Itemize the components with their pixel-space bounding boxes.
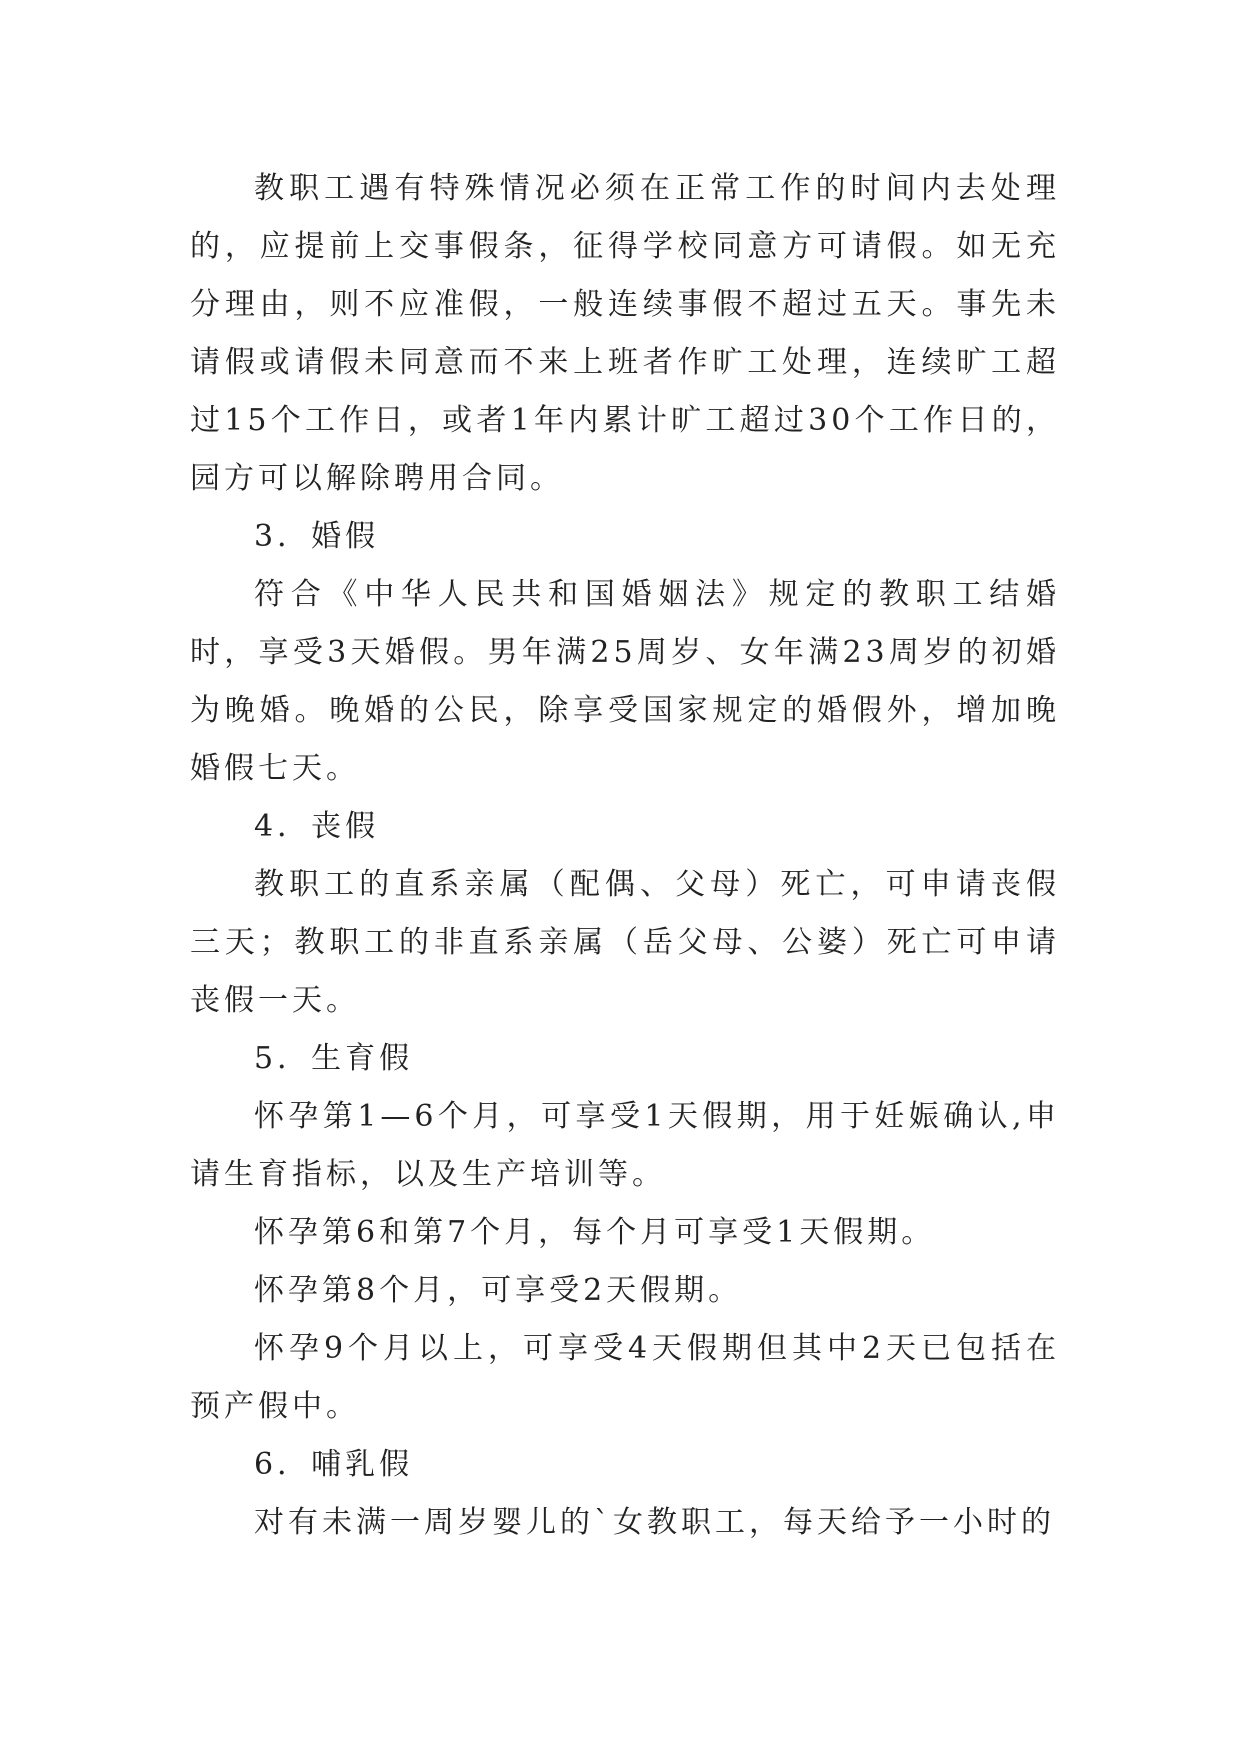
paragraph-maternity-months-1-6: 怀孕第1—6个月，可享受1天假期，用于妊娠确认,申请生育指标，以及生产培训等。 [190, 1099, 1060, 1192]
paragraph-bereavement-leave: 教职工的直系亲属（配偶、父母）死亡，可申请丧假三天；教职工的非直系亲属（岳父母、公婆）死亡可申请丧假一天。 [190, 867, 1060, 1018]
heading-bereavement-leave: 4．丧假 [254, 809, 380, 844]
heading-maternity-leave: 5．生育假 [254, 1041, 414, 1076]
paragraph-marriage-leave: 符合《中华人民共和国婚姻法》规定的教职工结婚时，享受3天婚假。男年满25周岁、女年满23周岁的初婚为晚婚。晚婚的公民，除享受国家规定的婚假外，增加晚婚假七天。 [190, 577, 1060, 786]
paragraph-maternity-month-8: 怀孕第8个月，可享受2天假期。 [254, 1273, 743, 1308]
paragraph-maternity-months-6-7: 怀孕第6和第7个月，每个月可享受1天假期。 [254, 1215, 936, 1250]
heading-nursing-leave: 6．哺乳假 [254, 1447, 414, 1482]
heading-marriage-leave: 3．婚假 [254, 519, 380, 554]
paragraph-maternity-month-9-plus: 怀孕9个月以上，可享受4天假期但其中2天已包括在预产假中。 [190, 1331, 1060, 1424]
paragraph-personal-leave: 教职工遇有特殊情况必须在正常工作的时间内去处理的，应提前上交事假条，征得学校同意方可请假。如无充分理由，则不应准假，一般连续事假不超过五天。事先未请假或请假未同意而不来上班者作旷工处理，连续旷工超过15个工作日，或者1年内累计旷工超过30个工作日的，园方可以解除聘用合同。 [190, 171, 1060, 496]
document-body [190, 160, 1060, 1552]
paragraph-nursing-leave: 对有未满一周岁婴儿的`女教职工，每天给予一小时的 [254, 1505, 1055, 1540]
